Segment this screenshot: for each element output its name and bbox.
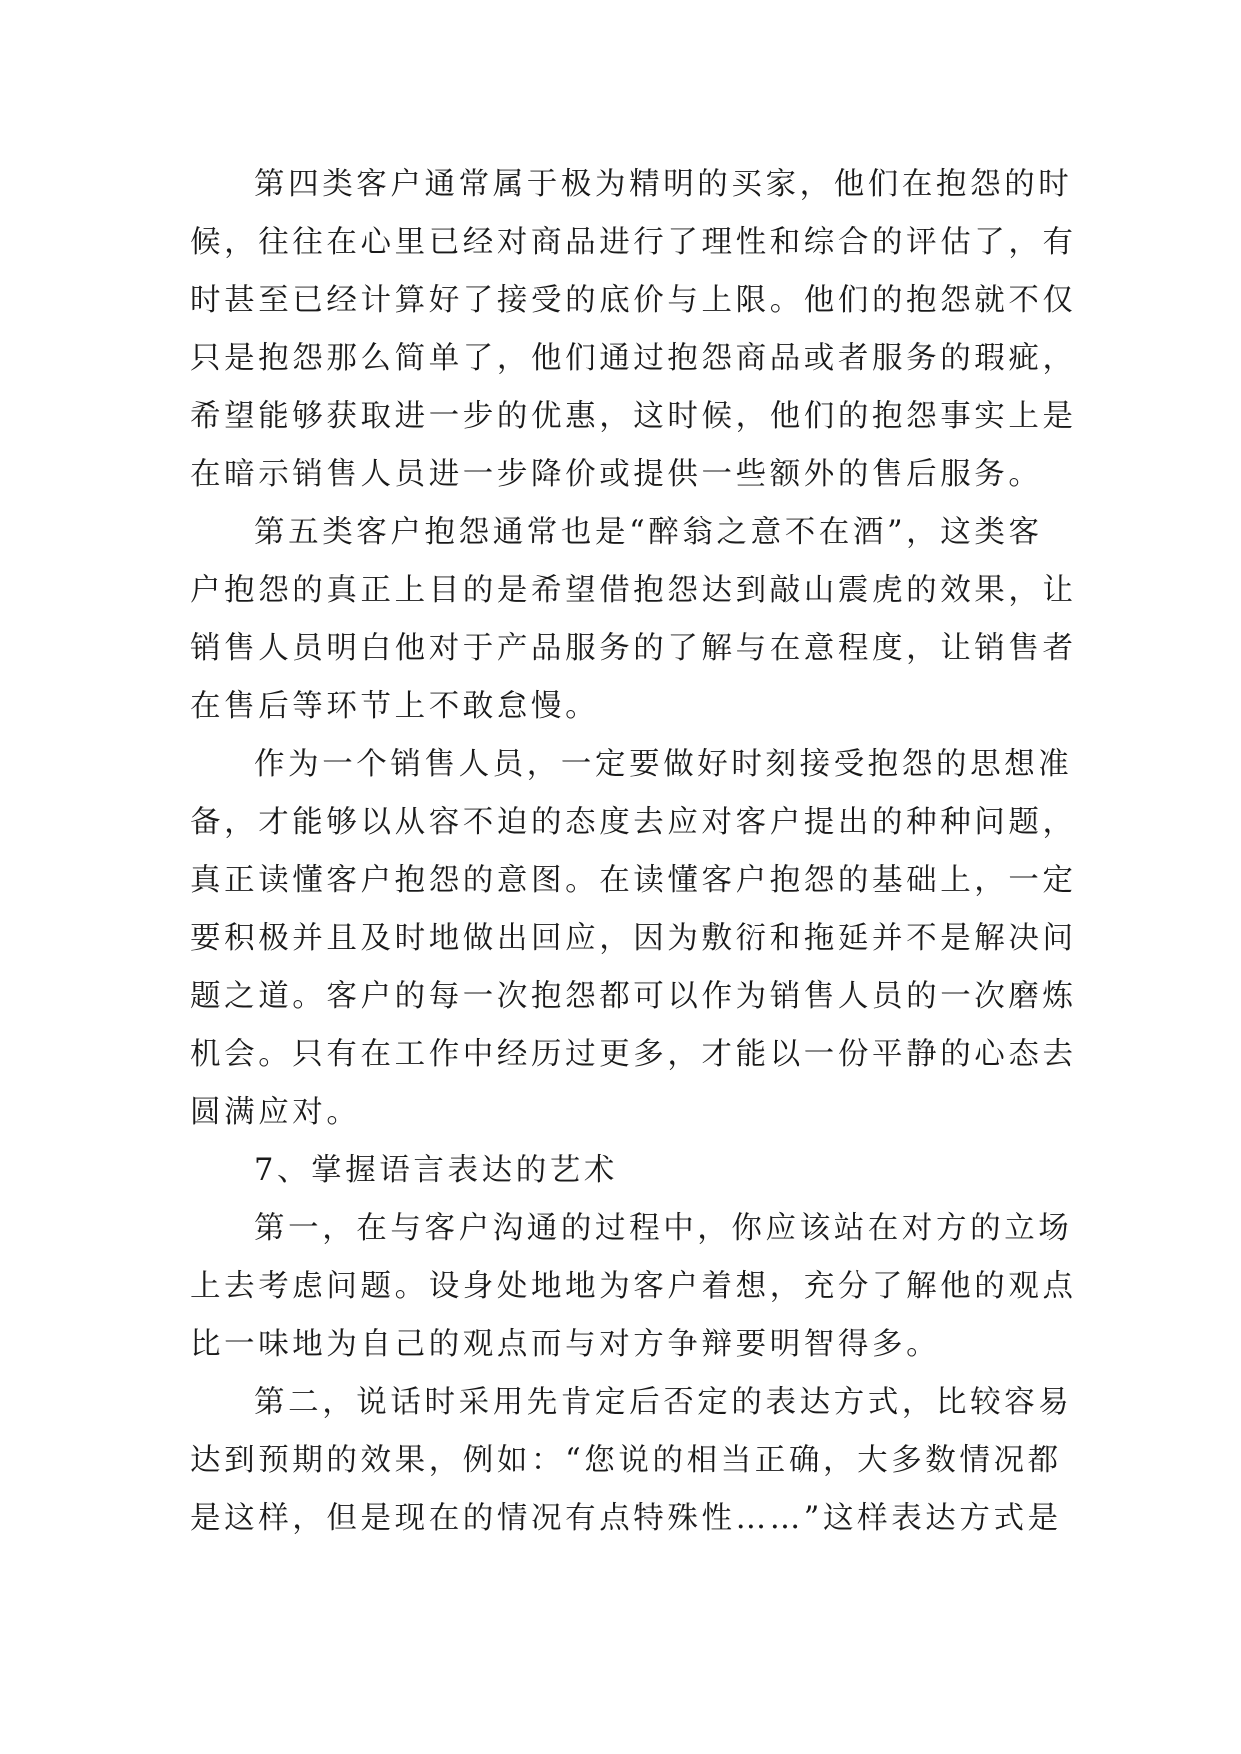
text-line: 时甚至已经计算好了接受的底价与上限。他们的抱怨就不仅 [190, 283, 1077, 318]
text-line: 户抱怨的真正上目的是希望借抱怨达到敲山震虎的效果，让 [190, 573, 1077, 608]
text-line: 比一味地为自己的观点而与对方争辩要明智得多。 [190, 1327, 941, 1362]
text-line: 机会。只有在工作中经历过更多，才能以一份平静的心态去 [190, 1037, 1077, 1072]
section-heading [190, 1142, 1050, 1200]
text-line: 只是抱怨那么简单了，他们通过抱怨商品或者服务的瑕疵， [190, 341, 1077, 376]
text-line: 第四类客户通常属于极为精明的买家，他们在抱怨的时 [254, 167, 1073, 202]
document-body [190, 156, 1077, 1548]
text-line: 题之道。客户的每一次抱怨都可以作为销售人员的一次磨炼 [190, 979, 1077, 1014]
text-line: 备，才能够以从容不迫的态度去应对客户提出的种种问题， [190, 805, 1077, 840]
text-line: 候，往往在心里已经对商品进行了理性和综合的评估了，有 [190, 225, 1077, 260]
text-line: 要积极并且及时地做出回应，因为敷衍和拖延并不是解决问 [190, 921, 1077, 956]
text-line: 真正读懂客户抱怨的意图。在读懂客户抱怨的基础上，一定 [190, 863, 1077, 898]
text-line: 圆满应对。 [190, 1095, 361, 1130]
paragraph-4 [190, 1200, 1077, 1374]
text-line: 第二，说话时采用先肯定后否定的表达方式，比较容易 [254, 1385, 1073, 1420]
paragraph-1 [190, 156, 1077, 504]
text-line: 希望能够获取进一步的优惠，这时候，他们的抱怨事实上是 [190, 399, 1077, 434]
text-line: 第五类客户抱怨通常也是“醉翁之意不在酒”，这类客 [254, 515, 1043, 550]
paragraph-2 [190, 504, 1077, 736]
text-line: 作为一个销售人员，一定要做好时刻接受抱怨的思想准 [254, 747, 1073, 782]
text-line: 在暗示销售人员进一步降价或提供一些额外的售后服务。 [190, 457, 1043, 492]
text-line: 是这样，但是现在的情况有点特殊性……”这样表达方式是 [190, 1501, 1062, 1536]
heading-line: 7、掌握语言表达的艺术 [254, 1153, 619, 1188]
text-line: 达到预期的效果，例如：“您说的相当正确，大多数情况都 [190, 1443, 1062, 1478]
text-line: 第一，在与客户沟通的过程中，你应该站在对方的立场 [254, 1211, 1073, 1246]
text-line: 在售后等环节上不敢怠慢。 [190, 689, 600, 724]
text-line: 销售人员明白他对于产品服务的了解与在意程度，让销售者 [190, 631, 1077, 666]
text-line: 上去考虑问题。设身处地地为客户着想，充分了解他的观点 [190, 1269, 1077, 1304]
paragraph-5 [190, 1374, 1073, 1548]
paragraph-3 [190, 736, 1077, 1142]
